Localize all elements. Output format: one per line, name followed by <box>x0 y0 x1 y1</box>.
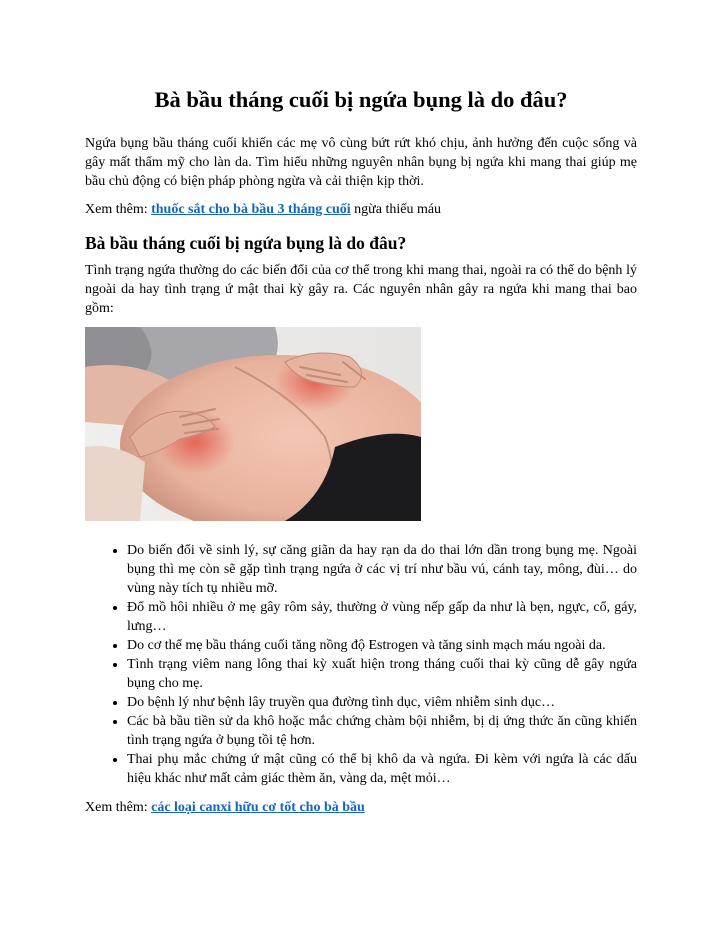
see-more-prefix: Xem thêm: <box>85 800 152 815</box>
page-title: Bà bầu tháng cuối bị ngứa bụng là do đâu? <box>154 87 568 112</box>
list-item: • Do bệnh lý như bệnh lây truyền qua đường tình dục, viêm nhiễm sinh dục… <box>127 693 637 712</box>
list-item: • Do cơ thể mẹ bầu tháng cuối tăng nồng độ Estrogen và tăng sinh mạch máu ngoài da. <box>127 636 637 655</box>
pregnant-belly-photo <box>85 327 421 521</box>
document-page <box>85 86 637 817</box>
intro-paragraph: Ngứa bụng bầu tháng cuối khiến các mẹ vô cùng bứt rứt khó chịu, ảnh hưởng đến cuộc sống và gây mất thẩm mỹ cho làn da. Tìm hiểu những nguyên nhân bụng bị ngứa khi mang thai giúp mẹ bầu chủ động có biện pháp phòng ngừa và cải thiện kịp thời. <box>85 136 637 189</box>
iron-supplement-link[interactable]: thuốc sắt cho bà bầu 3 tháng cuối <box>151 202 351 217</box>
see-more-line-2 <box>85 798 637 817</box>
see-more-suffix: ngừa thiếu máu <box>350 202 442 217</box>
list-item: • Đổ mồ hôi nhiều ở mẹ gây rôm sảy, thường ở vùng nếp gấp da như là bẹn, ngực, cổ, gáy, lưng… <box>127 598 637 636</box>
list-item: • Các bà bầu tiền sử da khô hoặc mắc chứng chàm bội nhiễm, bị dị ứng thức ăn cũng khiến tình trạng ngứa ở bụng tồi tệ hơn. <box>127 712 637 750</box>
see-more-line-1 <box>85 200 637 219</box>
causes-list <box>85 541 637 788</box>
calcium-supplement-link[interactable]: các loại canxi hữu cơ tốt cho bà bầu <box>151 800 365 815</box>
see-more-prefix: Xem thêm: <box>85 202 152 217</box>
section-intro-paragraph: Tình trạng ngứa thường do các biến đổi của cơ thể trong khi mang thai, ngoài ra có thể do bệnh lý ngoài da hay tình trạng ứ mật thai kỳ gây ra. Các nguyên nhân gây ra ngứa khi mang thai bao gồm: <box>85 263 637 316</box>
list-item: • Thai phụ mắc chứng ứ mật cũng có thể bị khô da và ngứa. Đi kèm với ngứa là các dấu hiệu khác như mất cảm giác thèm ăn, vàng da, mệt mỏi… <box>127 750 637 788</box>
list-item: • Do biến đổi về sinh lý, sự căng giãn da hay rạn da do thai lớn dần trong bụng mẹ. Ngoài bụng thì mẹ còn sẽ gặp tình trạng ngứa ở các vị trí như bầu vú, cánh tay, mông, đùi… do vùng này tích tụ nhiều mỡ. <box>127 541 637 598</box>
section-heading: Bà bầu tháng cuối bị ngứa bụng là do đâu? <box>85 233 407 253</box>
list-item: • Tình trạng viêm nang lông thai kỳ xuất hiện trong tháng cuối thai kỳ cũng dễ gây ngứa bụng cho mẹ. <box>127 655 637 693</box>
